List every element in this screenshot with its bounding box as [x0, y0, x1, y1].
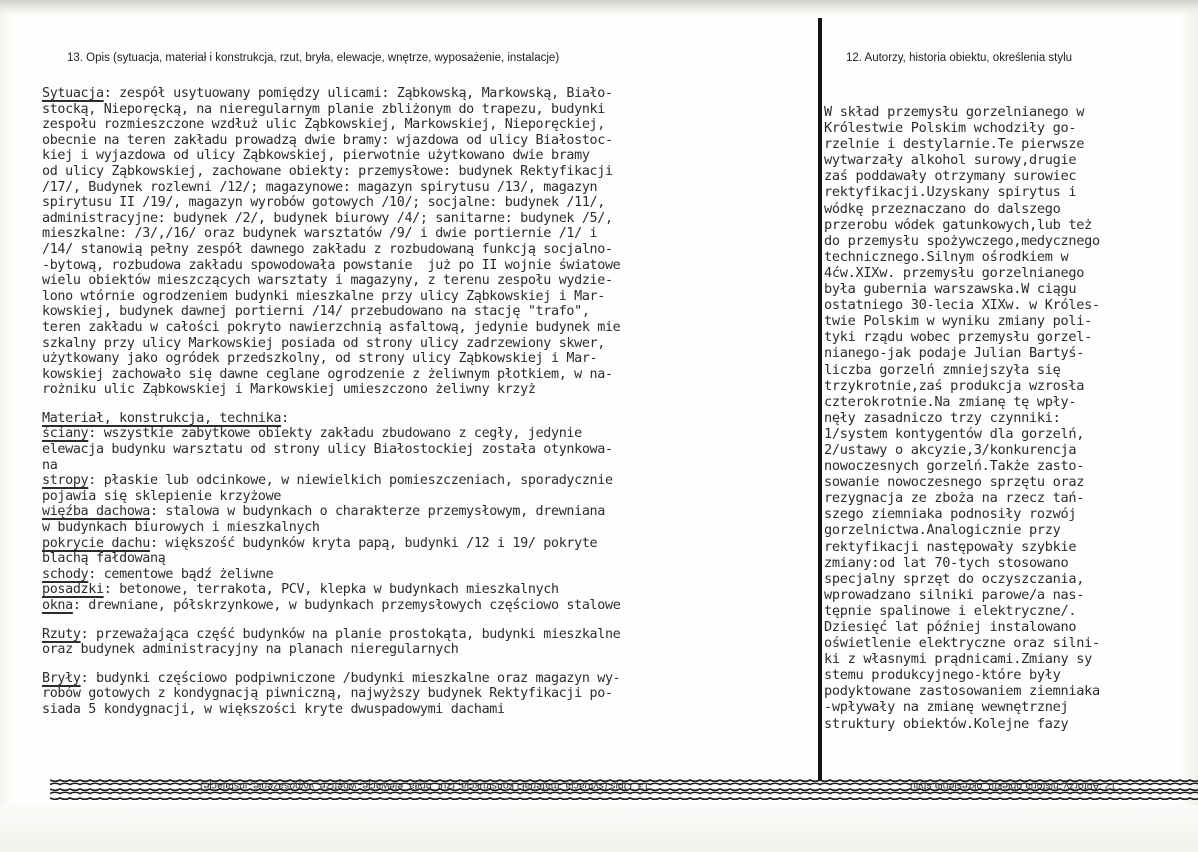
text-line: nowoczesnych gorzelń.Także zasto-: [824, 458, 1085, 475]
text-line: [42, 489, 818, 505]
scan-edge-shadow: [0, 0, 1198, 16]
line-text: spirytusu II /19/, magazyn wyrobów gotowych /10/; socjalne: budynek /11/,: [42, 195, 605, 211]
text-line: rektyfikacji następowały szybkie: [824, 538, 1077, 555]
text-line: [42, 551, 818, 567]
text-line: [42, 226, 818, 242]
text-line: technicznego.Silnym ośrodkiem w: [824, 248, 1069, 265]
line-text: pojawia się sklepienie krzyżowe: [42, 488, 282, 504]
text-line: zaś poddawały otrzymany surowiec: [824, 168, 1077, 185]
text-line: oświetlenie elektryczne oraz silni-: [824, 635, 1100, 652]
text-line: tyki rządu wobec przemysłu gorzel-: [824, 329, 1093, 346]
text-line: [42, 686, 818, 702]
line-text: teren zakładu w całości pokryto nawierzchnią asfaltową, jedynie budynek mie: [42, 319, 621, 335]
line-text: użytkowany jako ogródek przedszkolny, od strony ulicy Ząbkowskiej i Mar-: [42, 351, 598, 367]
text-line: rezygnacja ze zboża na rzecz tań-: [824, 490, 1085, 507]
column-divider: [818, 18, 822, 780]
text-line: [42, 627, 818, 643]
line-text: rożniku ulic Ząbkowskiej i Markowskiej umieszczono żeliwny krzyż: [42, 382, 536, 398]
history-column: [824, 104, 1192, 732]
line-text: wielu obiektów mieszczących warsztaty i magazyny, z terenu zespołu wydzie-: [42, 273, 613, 289]
text-line: do przemysłu spożywczego,medycznego: [824, 232, 1100, 249]
text-line: [42, 242, 818, 258]
section-13-header: 13. Opis (sytuacja, materiał i konstrukcja, rzut, bryła, elewacje, wnętrze, wyposażenie, instalacje): [67, 52, 560, 64]
line-text: od ulicy Ząbkowskiej, zachowane obiekty: przemysłowe: budynek Rektyfikacji: [42, 163, 613, 179]
text-line: [42, 382, 818, 398]
text-line: [42, 504, 818, 520]
text-line: twie Polskim w wyniku zmiany poli-: [824, 313, 1093, 330]
text-line: -wpływały na zmianę wewnętrznej: [824, 699, 1069, 716]
text-line: sowanie nowoczesnego sprzętu oraz: [824, 474, 1085, 491]
text-line: [42, 273, 818, 289]
wave-line: [50, 792, 1198, 793]
section-heading: posadzki: [42, 582, 104, 598]
text-line: [42, 536, 818, 552]
text-line: tępnie spalinowe i elektryczne/.: [824, 602, 1077, 619]
text-line: rektyfikacji.Uzyskany spirytus i: [824, 184, 1077, 201]
text-line: rzelnie i destylarnie.Te pierwsze: [824, 136, 1085, 153]
text-line: szego ziemniaka podnosiły rozwój: [824, 506, 1077, 523]
text-line: nianego-jak podaje Julian Bartyś-: [824, 345, 1085, 362]
line-text: : drewniane, półskrzynkowe, w budynkach przemysłowych częściowo stalowe: [72, 598, 621, 613]
section-heading: Bryły: [42, 670, 81, 686]
line-text: siada 5 kondygnacji, w większości kryte dwuspadowymi dachami: [42, 701, 505, 717]
text-line: [42, 367, 818, 383]
line-text: stocką, Nieporęcką, na nieregularnym planie zbliżonym do trapezu, budynki: [42, 101, 605, 117]
text-line: [42, 411, 818, 427]
line-text: kiej i wyjazdowa od ulicy Ząbkowskiej, pierwotnie użytkowano dwie bramy: [42, 148, 590, 164]
line-text: : płaskie lub odcinkowe, w niewielkich pomieszczeniach, sporadycznie: [88, 473, 613, 489]
line-text: elewacja budynku warsztatu od strony ulicy Białostockiej została otynkowa-: [42, 442, 613, 458]
line-text: : stalowa w budynkach o charakterze przemysłowym, drewniana: [149, 504, 605, 520]
section-heading: pokrycie dachu: [42, 535, 150, 551]
text-line: 2/ustawy o akcyzie,3/konkurencja: [824, 441, 1077, 458]
section-12-header: 12. Autorzy, historia obiektu, określenia stylu: [846, 52, 1073, 64]
line-text: : przeważająca część budynków na planie prostokąta, budynki mieszkalne: [80, 626, 621, 642]
text-line: struktury obiektów.Kolejne fazy: [824, 715, 1069, 732]
text-line: zmiany:od lat 70-tych stosowano: [824, 554, 1069, 571]
line-text: robów gotowych z kondygnacją piwniczną, najwyższy budynek Rektyfikacji po-: [42, 686, 613, 702]
line-text: :: [281, 410, 289, 426]
text-line: gorzelnictwa.Analogicznie przy: [824, 522, 1061, 539]
line-text: : wszystkie zabytkowe obiekty zakładu zbudowano z cegły, jedynie: [88, 426, 582, 442]
text-line: Dziesięć lat później instalowano: [824, 619, 1077, 635]
text-line: nęły zasadniczo trzy czynniki:: [824, 409, 1061, 426]
line-text: oraz budynek administracyjny na planach nieregularnych: [42, 642, 459, 658]
text-line: [42, 426, 818, 442]
text-line: [42, 180, 818, 196]
text-line: [42, 86, 818, 102]
section-heading: Materiał, konstrukcja, technika: [42, 410, 282, 426]
paragraph-gap: [42, 398, 818, 411]
section-heading: Rzuty: [42, 626, 81, 642]
text-line: [42, 117, 818, 133]
section-heading: okna: [42, 598, 73, 613]
text-line: ki z własnymi prądnicami.Zmiany sy: [824, 651, 1093, 668]
wave-line: [50, 798, 1198, 799]
text-line: czterokrotnie.Na zmianę tę wpły-: [824, 393, 1077, 410]
section-heading: schody: [42, 566, 89, 582]
text-line: specjalny sprzęt do oczyszczania,: [824, 570, 1085, 587]
line-text: : cementowe bądź żeliwne: [88, 566, 274, 582]
text-line: [42, 320, 818, 336]
text-line: [42, 133, 818, 149]
mirrored-section-12-header: 12. Autorzy, historia obiektu, określenia stylu: [910, 780, 1117, 792]
line-text: : zespół usytuowany pomiędzy ulicami: Ząbkowską, Markowską, Biało-: [103, 86, 613, 101]
text-line: wódkę przeznaczano do dalszego: [824, 200, 1061, 217]
line-text: kowskiej, budynek dawnej portierni /14/ przebudowano na stację "trafo",: [42, 304, 590, 320]
text-line: była gubernia warszawska.W ciągu: [824, 281, 1077, 298]
text-line: [42, 148, 818, 164]
text-line: [42, 473, 818, 489]
text-line: 1/system kontygentów dla gorzelń,: [824, 425, 1085, 442]
text-line: [42, 336, 818, 352]
text-line: ostatniego 30-lecia XIXw. w Króles-: [824, 297, 1100, 314]
text-line: [42, 442, 818, 458]
text-line: liczba gorzelń zmniejszyła się: [824, 361, 1061, 378]
text-line: [42, 258, 818, 274]
text-line: [42, 567, 818, 583]
text-line: [42, 642, 818, 658]
line-text: lono wtórnie ogrodzeniem budynki mieszkalne przy ulicy Ząbkowskiej i Mar-: [42, 288, 605, 304]
text-line: [42, 304, 818, 320]
page-bottom-margin: [0, 805, 1198, 852]
line-text: zespołu rozmieszczone wzdłuż ulic Ząbkowskiej, Markowskiej, Nieporęckiej,: [42, 117, 605, 133]
description-column: [42, 86, 818, 718]
text-line: [42, 458, 818, 474]
text-line: [42, 102, 818, 118]
line-text: na: [42, 457, 58, 473]
text-line: W skład przemysłu gorzelnianego w: [824, 104, 1085, 120]
text-line: [42, 289, 818, 305]
text-line: [42, 195, 818, 211]
text-line: [42, 582, 818, 598]
paragraph-gap: [42, 614, 818, 627]
text-line: [42, 351, 818, 367]
line-text: obecnie na teren zakładu prowadzą dwie bramy: wjazdowa od ulicy Białostoc-: [42, 132, 613, 148]
line-text: /14/ stanowią pełny zespół dawnego zakładu z rozbudowaną funkcją socjalno-: [42, 241, 613, 257]
line-text: mieszkalne: /3/,/16/ oraz budynek warsztatów /9/ i dwie portiernie /1/ i: [42, 226, 598, 242]
line-text: : betonowe, terrakota, PCV, klepka w budynkach mieszkalnych: [103, 582, 559, 598]
text-line: Królestwie Polskim wchodziły go-: [824, 120, 1077, 137]
line-text: : większość budynków kryta papą, budynki /12 i 19/ pokryte: [149, 535, 598, 551]
text-line: [42, 598, 818, 614]
text-line: 4ćw.XIXw. przemysłu gorzelnianego: [824, 264, 1085, 281]
text-line: [42, 520, 818, 536]
line-text: /17/, Budynek rozlewni /12/; magazynowe: magazyn spirytusu /13/, magazyn: [42, 179, 598, 195]
text-line: [42, 702, 818, 718]
section-heading: Sytuacja: [42, 86, 104, 101]
text-line: stemu produkcyjnego-które były: [824, 667, 1061, 684]
text-line: trzykrotnie,zaś produkcja wzrosła: [824, 377, 1085, 394]
line-text: blachą fałdowaną: [42, 551, 166, 567]
text-line: wprowadzano silniki parowe/a nas-: [824, 586, 1085, 603]
line-text: szkalny przy ulicy Markowskiej posiada od strony ulicy zadrzewiony skwer,: [42, 335, 605, 351]
line-text: -bytową, rozbudowa zakładu spowodowała powstanie już po II wojnie światowe: [42, 257, 621, 273]
section-heading: ściany: [42, 426, 89, 442]
line-text: administracyjne: budynek /2/, budynek biurowy /4/; sanitarne: budynek /5/,: [42, 210, 613, 226]
text-line: [42, 164, 818, 180]
section-heading: więźba dachowa: [42, 504, 150, 520]
line-text: kowskiej zachowało się dawne ceglane ogrodzenie z żeliwnym płotkiem, w na-: [42, 366, 613, 382]
text-line: przerobu wódek gatunkowych,lub też: [824, 216, 1093, 233]
text-line: [42, 671, 818, 687]
text-line: wytwarzały alkohol surowy,drugie: [824, 152, 1077, 169]
text-line: [42, 211, 818, 227]
section-heading: stropy: [42, 473, 89, 489]
line-text: : budynki częściowo podpiwniczone /budynki mieszkalne oraz magazyn wy-: [80, 670, 621, 686]
mirrored-section-13-header: 13. Opis (sytuacja, materiał i konstrukcja, rzut, bryła, elewacje, wnętrze, wyposażenie, instalacje): [200, 780, 650, 792]
paragraph-gap: [42, 658, 818, 671]
text-line: podyktowane zastosowaniem ziemniaka: [824, 683, 1100, 700]
line-text: w budynkach biurowych i mieszkalnych: [42, 520, 320, 536]
